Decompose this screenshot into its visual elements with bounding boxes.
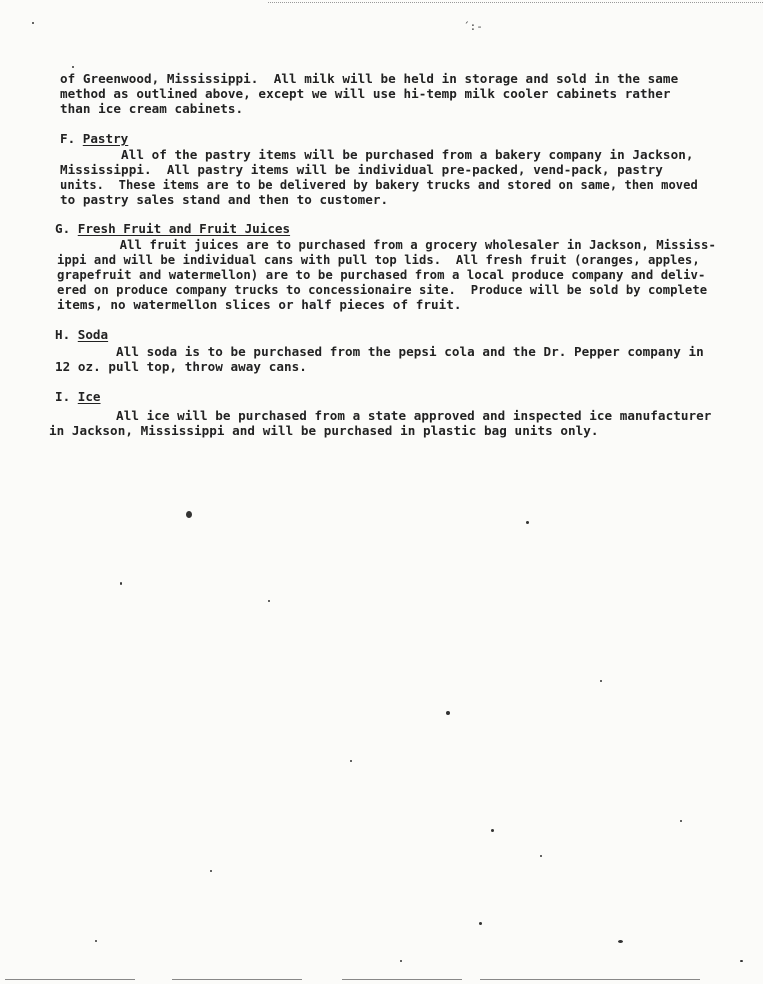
pastry-line: units. These items are to be delivered by bakery trucks and stored on same, then moved [60, 178, 698, 192]
section-heading-ice [55, 390, 101, 404]
section-heading-soda [55, 328, 108, 342]
fresh-fruit-line: items, no watermellon slices or half pieces of fruit. [57, 297, 462, 312]
scan-speck [210, 870, 212, 872]
pastry-line: All of the pastry items will be purchased from a bakery company in Jackson, [60, 147, 694, 162]
section-letter: G. [55, 221, 71, 236]
section-heading-fresh-fruit [55, 222, 290, 236]
continuation-line: of Greenwood, Mississippi. All milk will be held in storage and sold in the same [60, 71, 679, 86]
scan-speck [120, 582, 122, 585]
scan-speck [526, 521, 529, 524]
fresh-fruit-line: ered on produce company trucks to concessionaire site. Produce will be sold by complete [57, 283, 708, 297]
bottom-rule [342, 979, 462, 980]
pastry-line: Mississippi. All pastry items will be individual pre-packed, vend-pack, pastry [60, 162, 663, 177]
scan-speck [32, 22, 34, 24]
section-title: Ice [77, 389, 101, 404]
scan-speck [540, 855, 542, 857]
bottom-rule [172, 979, 302, 980]
fresh-fruit-line: ippi and will be individual cans with pull top lids. All fresh fruit (oranges, apples, [57, 253, 700, 267]
continuation-line: than ice cream cabinets. [60, 101, 244, 116]
section-letter: H. [55, 327, 71, 342]
ice-line: All ice will be purchased from a state approved and inspected ice manufacturer [55, 408, 712, 423]
soda-line: All soda is to be purchased from the pepsi cola and the Dr. Pepper company in [55, 344, 704, 359]
scan-speck [400, 960, 402, 962]
section-title: Fresh Fruit and Fruit Juices [77, 221, 291, 236]
section-letter: F. [60, 131, 76, 146]
bottom-rule [480, 979, 700, 980]
pastry-line: to pastry sales stand and then to customer. [60, 192, 389, 207]
bottom-rule [5, 979, 135, 980]
scan-speck [618, 940, 623, 943]
page-mark: ´:- [463, 20, 483, 33]
scan-speck [446, 711, 450, 715]
section-heading-pastry [60, 132, 128, 146]
ice-line: in Jackson, Mississippi and will be purchased in plastic bag units only. [49, 423, 599, 438]
scan-speck [186, 511, 192, 518]
section-title: Pastry [82, 131, 129, 146]
scan-speck [600, 680, 602, 682]
scan-speck [740, 960, 743, 962]
fresh-fruit-line: All fruit juices are to purchased from a grocery wholesaler in Jackson, Mississ- [60, 238, 716, 252]
scan-speck [72, 66, 74, 68]
scan-speck [479, 922, 482, 925]
fresh-fruit-line: grapefruit and watermellon) are to be purchased from a local produce company and deliv- [57, 268, 706, 282]
scan-speck [268, 600, 270, 602]
section-letter: I. [55, 389, 71, 404]
scan-speck [95, 940, 97, 942]
continuation-line: method as outlined above, except we will use hi-temp milk cooler cabinets rather [60, 86, 671, 101]
scan-speck [491, 829, 494, 832]
scan-speck [680, 820, 682, 822]
top-edge-dots [268, 2, 763, 3]
soda-line: 12 oz. pull top, throw away cans. [55, 359, 307, 374]
section-title: Soda [77, 327, 109, 342]
scan-speck [350, 760, 352, 762]
